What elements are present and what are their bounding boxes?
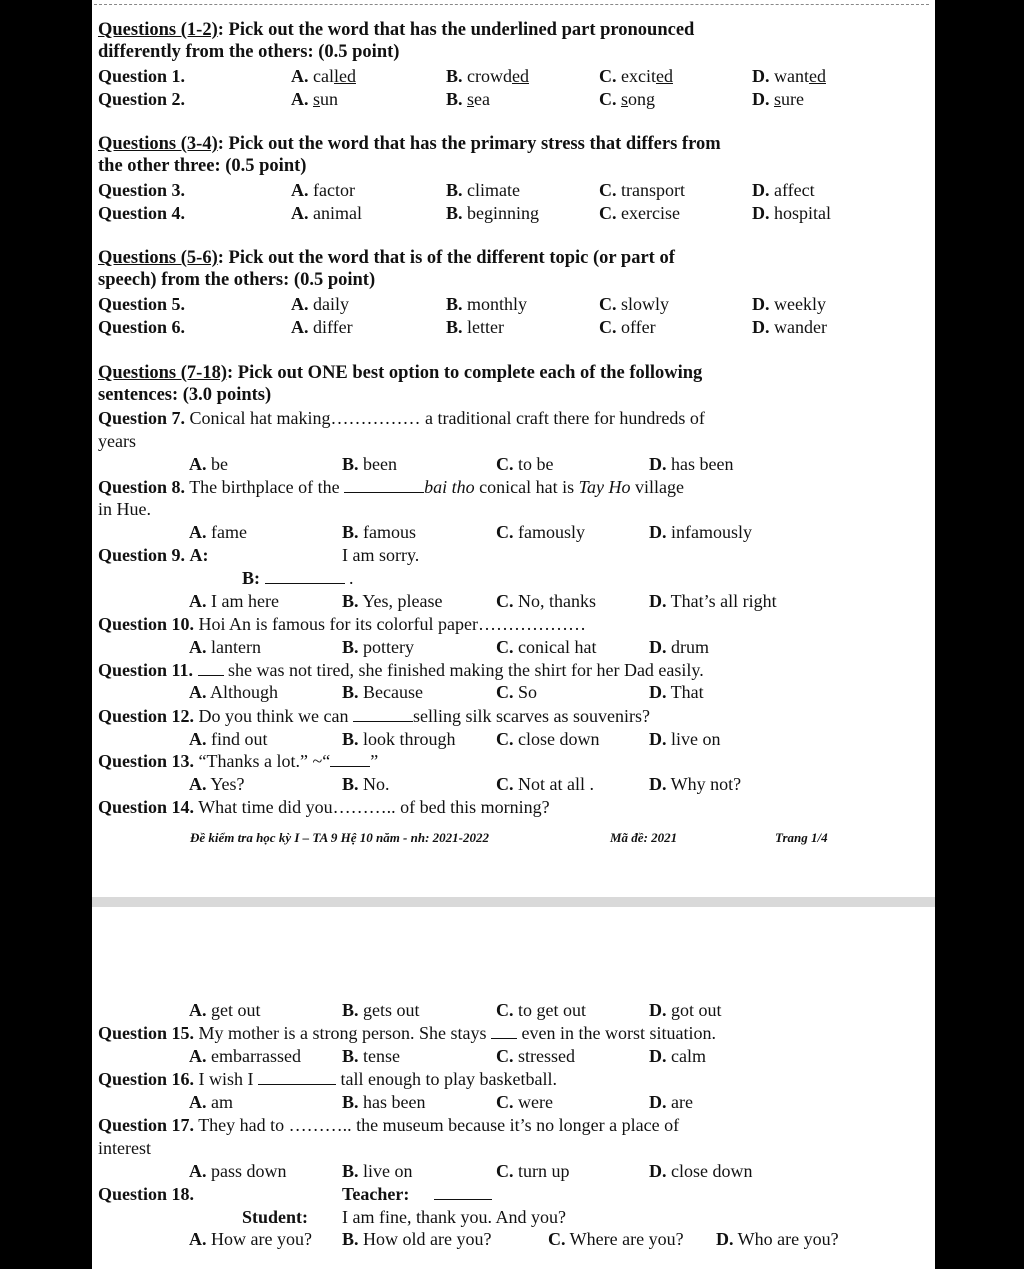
q3-option-b: B. climate [446, 180, 520, 200]
q1-option-a: A. called [291, 66, 356, 86]
q18-student-label: Student: [242, 1207, 309, 1227]
question-4: Question 4. [98, 203, 186, 223]
question-14: Question 14. What time did you……….. of bed this morning? [98, 797, 550, 817]
question-17-cont: interest [98, 1138, 151, 1158]
q13-option-c: C. Not at all . [496, 774, 594, 794]
q4-option-d: D. hospital [752, 203, 831, 223]
q5-option-d: D. weekly [752, 294, 826, 314]
q12-option-d: D. live on [649, 729, 721, 749]
q11-option-d: D. That [649, 682, 704, 702]
q12-option-a: A. find out [189, 729, 268, 749]
q8-option-a: A. fame [189, 522, 247, 542]
question-12: Question 12. Do you think we can selling silk scarves as souvenirs? [98, 706, 650, 726]
section-3-heading-cont: speech) from the others: (0.5 point) [98, 270, 376, 290]
question-3: Question 3. [98, 180, 186, 200]
question-18: Question 18. [98, 1184, 195, 1204]
question-2: Question 2. [98, 89, 186, 109]
q18-option-a: A. How are you? [189, 1229, 312, 1249]
footer-exam-title: Đề kiểm tra học kỳ I – TA 9 Hệ 10 năm - nh: 2021-2022 [190, 830, 489, 845]
q14-option-c: C. to get out [496, 1000, 586, 1020]
q5-option-b: B. monthly [446, 294, 528, 314]
q1-option-d: D. wanted [752, 66, 826, 86]
q6-option-b: B. letter [446, 317, 504, 337]
q9-speaker-a-line: I am sorry. [342, 545, 420, 565]
q2-option-c: C. song [599, 89, 656, 109]
q13-option-a: A. Yes? [189, 774, 245, 794]
q9-option-b: B. Yes, please [342, 591, 443, 611]
q18-option-c: C. Where are you? [548, 1229, 684, 1249]
q18-student-line: I am fine, thank you. And you? [342, 1207, 566, 1227]
q8-option-b: B. famous [342, 522, 417, 542]
q7-option-a: A. be [189, 454, 228, 474]
q7-option-b: B. been [342, 454, 397, 474]
q14-option-b: B. gets out [342, 1000, 420, 1020]
footer-exam-code: Mã đề: 2021 [610, 830, 678, 845]
q12-option-c: C. close down [496, 729, 600, 749]
page-separator [92, 897, 935, 907]
q11-blank [198, 660, 224, 676]
q8-option-c: C. famously [496, 522, 585, 542]
q12-blank [353, 706, 413, 722]
question-8-cont: in Hue. [98, 499, 151, 519]
section-1-heading-cont: differently from the others: (0.5 point) [98, 42, 400, 62]
q4-option-c: C. exercise [599, 203, 680, 223]
top-dashed-rule [94, 4, 929, 5]
q11-option-a: A. Although [189, 682, 279, 702]
q13-option-b: B. No. [342, 774, 390, 794]
section-3-heading: Questions (5-6): Pick out the word that is of the different topic (or part of [98, 248, 675, 268]
section-1-heading: Questions (1-2): Pick out the word that has the underlined part pronounced [98, 20, 695, 40]
q18-teacher-line: Teacher: [342, 1183, 492, 1205]
q14-option-d: D. got out [649, 1000, 722, 1020]
q16-option-d: D. are [649, 1092, 693, 1112]
q17-option-d: D. close down [649, 1161, 753, 1181]
section-4-heading: Questions (7-18): Pick out ONE best option to complete each of the following [98, 363, 703, 383]
q15-option-a: A. embarrassed [189, 1046, 301, 1066]
question-7: Question 7. Conical hat making…………… a traditional craft there for hundreds of [98, 408, 705, 428]
question-11: Question 11. she was not tired, she finished making the shirt for her Dad easily. [98, 660, 704, 680]
q3-option-c: C. transport [599, 180, 685, 200]
q16-option-c: C. were [496, 1092, 553, 1112]
question-1: Question 1. [98, 66, 186, 86]
q16-blank [258, 1069, 336, 1085]
q9-option-c: C. No, thanks [496, 591, 596, 611]
section-2-heading: Questions (3-4): Pick out the word that has the primary stress that differs from [98, 134, 721, 154]
q5-option-c: C. slowly [599, 294, 670, 314]
q2-option-d: D. sure [752, 89, 804, 109]
q4-option-a: A. animal [291, 203, 362, 223]
q7-option-c: C. to be [496, 454, 554, 474]
q17-option-c: C. turn up [496, 1161, 570, 1181]
q18-option-d: D. Who are you? [716, 1229, 839, 1249]
question-13: Question 13. “Thanks a lot.” ~“ ” [98, 751, 379, 771]
q13-blank [330, 751, 370, 767]
q6-option-c: C. offer [599, 317, 656, 337]
q9-speaker-b: B: . [242, 568, 354, 588]
q8-blank [344, 477, 424, 493]
question-17: Question 17. They had to ……….. the museum because it’s no longer a place of [98, 1115, 680, 1135]
q15-blank [491, 1023, 517, 1039]
question-7-cont: years [98, 431, 136, 451]
q9-blank [265, 568, 345, 584]
q10-option-b: B. pottery [342, 637, 415, 657]
q17-option-a: A. pass down [189, 1161, 287, 1181]
q13-option-d: D. Why not? [649, 774, 742, 794]
q15-option-d: D. calm [649, 1046, 706, 1066]
question-16: Question 16. I wish I tall enough to play basketball. [98, 1069, 557, 1089]
q14-option-a: A. get out [189, 1000, 261, 1020]
q7-option-d: D. has been [649, 454, 734, 474]
q18-option-b: B. How old are you? [342, 1229, 492, 1249]
q15-option-b: B. tense [342, 1046, 400, 1066]
q10-option-c: C. conical hat [496, 637, 597, 657]
q9-option-d: D. That’s all right [649, 591, 777, 611]
q8-option-d: D. infamously [649, 522, 752, 542]
question-10: Question 10. Hoi An is famous for its colorful paper……………… [98, 614, 586, 634]
q2-option-a: A. sun [291, 89, 339, 109]
q12-option-b: B. look through [342, 729, 456, 749]
q4-option-b: B. beginning [446, 203, 540, 223]
q3-option-a: A. factor [291, 180, 355, 200]
footer-page-number: Trang 1/4 [775, 830, 828, 845]
q1-option-b: B. crowded [446, 66, 529, 86]
q16-option-a: A. am [189, 1092, 233, 1112]
q9-option-a: A. I am here [189, 591, 279, 611]
q2-option-b: B. sea [446, 89, 491, 109]
question-9: Question 9. A: [98, 545, 209, 565]
q1-option-c: C. excited [599, 66, 673, 86]
question-5: Question 5. [98, 294, 186, 314]
q15-option-c: C. stressed [496, 1046, 575, 1066]
question-8: Question 8. The birthplace of the bai tho conical hat is Tay Ho village [98, 477, 684, 497]
section-2-heading-cont: the other three: (0.5 point) [98, 156, 307, 176]
q6-option-d: D. wander [752, 317, 827, 337]
question-15: Question 15. My mother is a strong person. She stays even in the worst situation. [98, 1023, 716, 1043]
q18-blank [434, 1184, 492, 1200]
section-4-heading-cont: sentences: (3.0 points) [98, 385, 272, 405]
q17-option-b: B. live on [342, 1161, 413, 1181]
question-6: Question 6. [98, 317, 186, 337]
q6-option-a: A. differ [291, 317, 353, 337]
q5-option-a: A. daily [291, 294, 349, 314]
q11-option-b: B. Because [342, 682, 423, 702]
q10-option-a: A. lantern [189, 637, 261, 657]
q11-option-c: C. So [496, 682, 538, 702]
q10-option-d: D. drum [649, 637, 709, 657]
q3-option-d: D. affect [752, 180, 815, 200]
q16-option-b: B. has been [342, 1092, 426, 1112]
